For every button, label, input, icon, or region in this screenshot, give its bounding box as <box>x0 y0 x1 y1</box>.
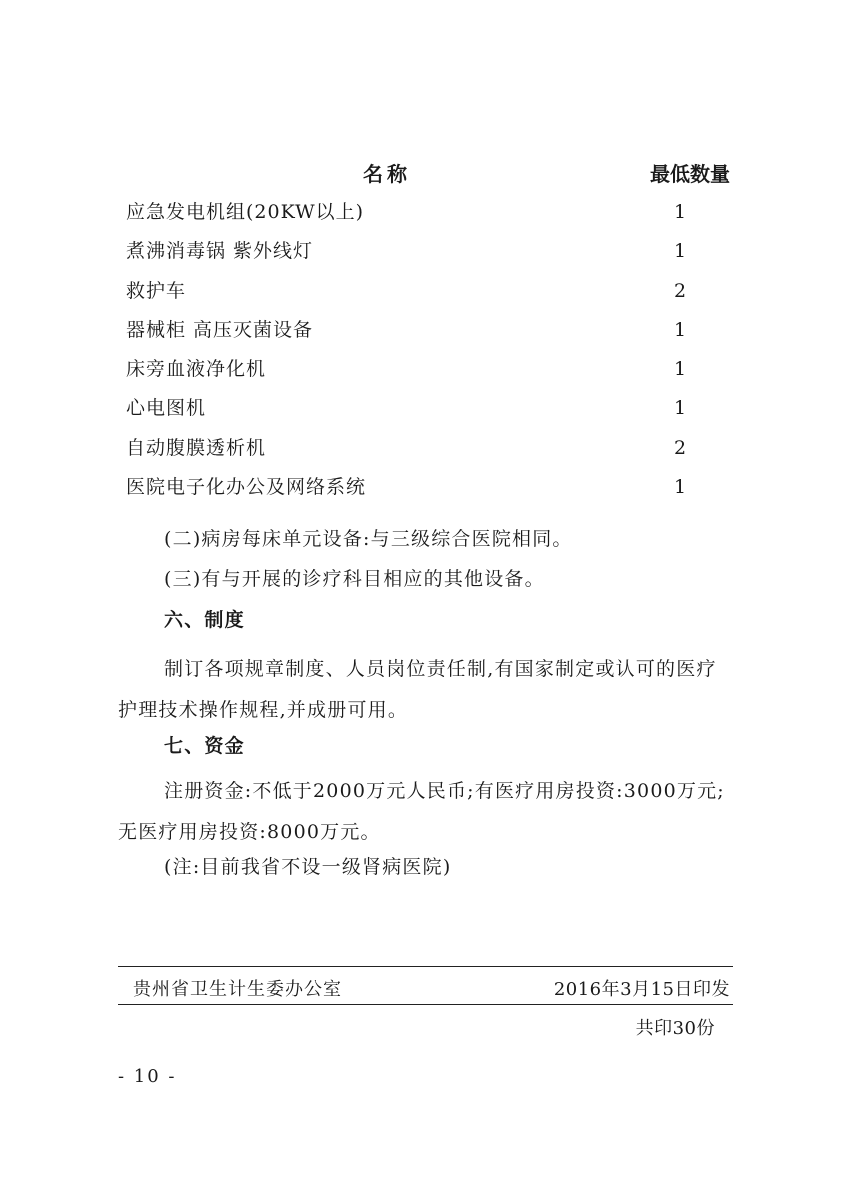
table-row <box>118 198 730 237</box>
equipment-quantity: 1 <box>674 358 687 381</box>
header-quantity: 最低数量 <box>650 162 730 186</box>
equipment-table-header <box>118 158 730 188</box>
system-paragraph: 制订各项规章制度、人员岗位责任制,有国家制定或认可的医疗护理技术操作规程,并成册可用。 <box>118 658 717 721</box>
table-row <box>118 434 730 473</box>
equipment-name: 自动腹膜透析机 <box>126 436 267 459</box>
table-row <box>118 277 730 316</box>
page-number: - 10 - <box>118 1066 177 1087</box>
equipment-quantity: 2 <box>674 436 687 459</box>
print-copies: 共印30份 <box>635 1018 715 1039</box>
equipment-name: 心电图机 <box>126 397 207 420</box>
equipment-name: 应急发电机组(20KW以上) <box>126 201 365 223</box>
table-row <box>118 355 730 394</box>
table-row <box>118 473 730 512</box>
equipment-quantity: 1 <box>674 397 687 420</box>
equipment-quantity: 1 <box>674 476 687 499</box>
equipment-table-body <box>118 198 730 512</box>
issuer: 贵州省卫生计生委办公室 <box>133 979 342 1000</box>
section-heading-system: 六、制度 <box>164 609 245 631</box>
equipment-quantity: 1 <box>674 240 687 263</box>
footer-top-rule <box>118 966 733 967</box>
other-equipment-paragraph: (三)有与开展的诊疗科目相应的其他设备。 <box>164 568 545 590</box>
table-row <box>118 237 730 276</box>
equipment-quantity: 2 <box>674 279 687 302</box>
ward-equipment-paragraph: (二)病房每床单元设备:与三级综合医院相同。 <box>164 528 573 550</box>
footer-bottom-rule <box>118 1004 733 1005</box>
equipment-name: 器械柜 高压灭菌设备 <box>126 318 314 341</box>
equipment-name: 床旁血液净化机 <box>126 358 267 381</box>
note-paragraph: (注:目前我省不设一级肾病医院) <box>164 856 452 878</box>
equipment-name: 煮沸消毒锅 紫外线灯 <box>126 240 314 263</box>
header-name: 名称 <box>363 162 411 186</box>
issue-date: 2016年3月15日印发 <box>553 979 730 1000</box>
section-heading-funds: 七、资金 <box>164 735 245 757</box>
equipment-quantity: 1 <box>674 318 687 341</box>
equipment-name: 医院电子化办公及网络系统 <box>126 476 367 499</box>
table-row <box>118 394 730 433</box>
equipment-name: 救护车 <box>126 279 187 302</box>
funds-paragraph: 注册资金:不低于2000万元人民币;有医疗用房投资:3000万元;无医疗用房投资:8000万元。 <box>118 780 725 843</box>
table-row <box>118 316 730 355</box>
equipment-quantity: 1 <box>674 201 687 223</box>
